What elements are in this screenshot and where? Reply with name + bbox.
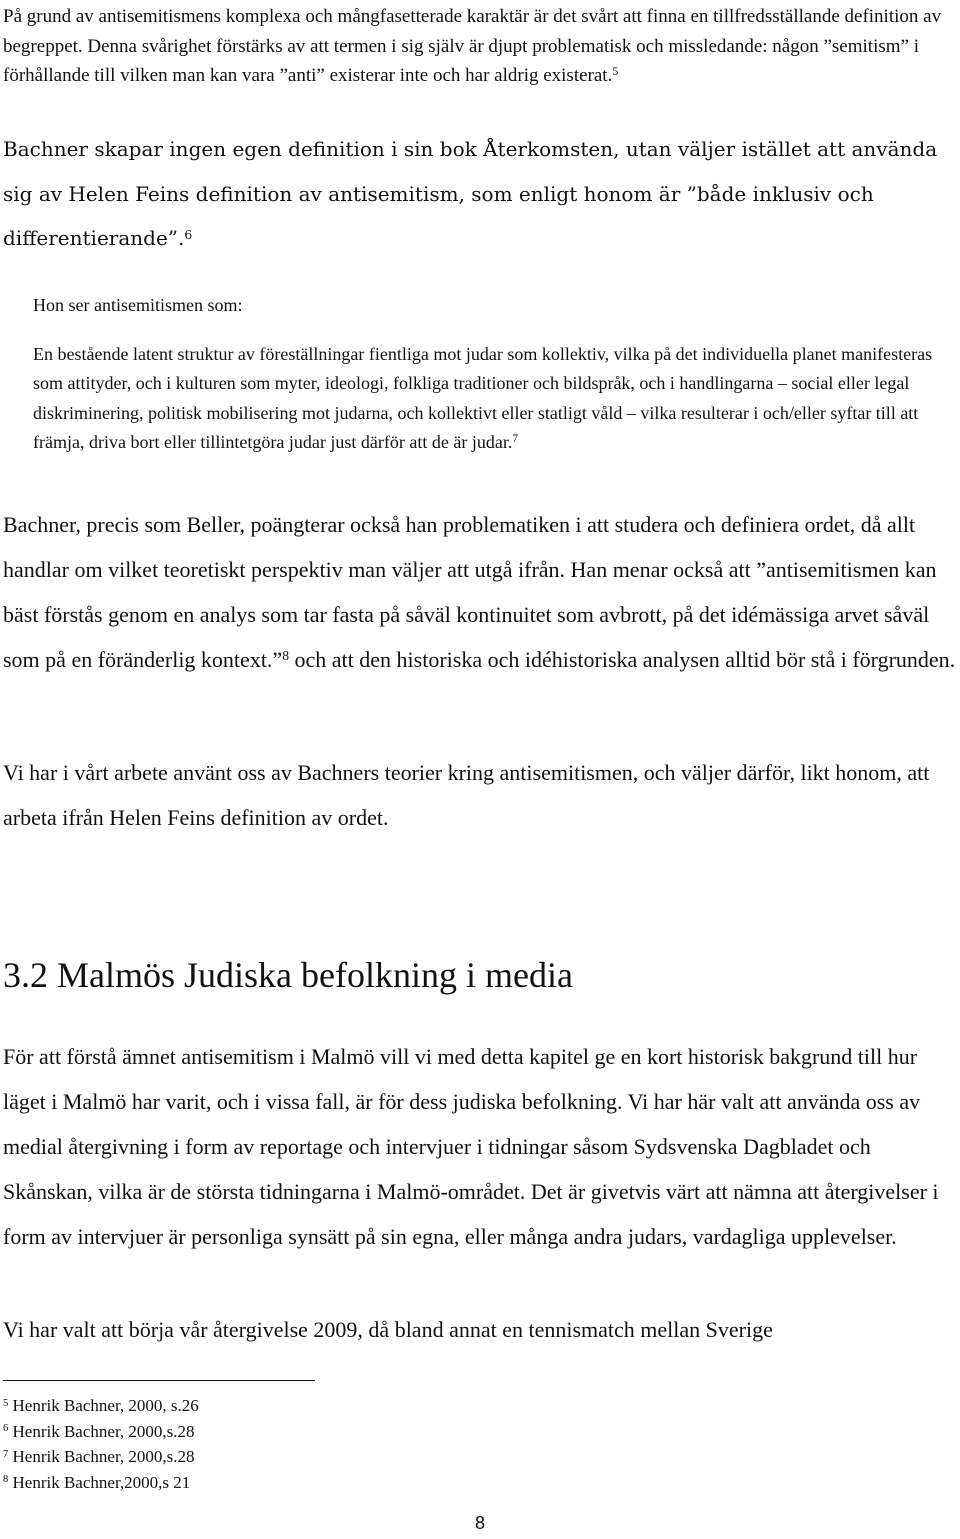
footnote-divider xyxy=(3,1380,315,1381)
quote-text: En bestående latent struktur av föreställningar fientliga mot judar som kollektiv, vilka på det individuella planet manifesteras som attityder, och i kulturen som myter, ideologi, folkliga traditioner och bildspråk, och i handlingarna – social eller legal diskriminering, politisk mobilisering mot judarna, och kollektivt eller statligt våld – vilka resulterar i och/eller syftar till att främja, driva bort eller tillintetgöra judar just därför att de är judar. xyxy=(33,344,933,452)
footnote-8: $^8$ Henrik Bachner,2000,s 21 xyxy=(3,1472,191,1492)
bachner-beller-text: Bachner, precis som Beller, poängterar också han problematiken i att studera och definiera ordet, då allt handlar om vilket teoretiskt perspektiv man väljer att utgå ifrån. Han menar också att ”antisemitismen kan bäst förstås genom en analys som tar fasta på såväl kontinuitet som avbrott, på det idémässiga arvet såväl som på en föränderlig kontext.” xyxy=(3,512,937,672)
footnote-ref-5: 5 xyxy=(612,65,619,79)
bachner-definition-paragraph xyxy=(3,127,958,261)
section-heading: 3.2 Malmös Judiska befolkning i media xyxy=(3,955,573,995)
footnote-ref-8: 8 xyxy=(282,648,290,664)
quote-intro: Hon ser antisemitismen som: xyxy=(33,295,243,315)
intro-text: På grund av antisemitismens komplexa och mångfasetterade karaktär är det svårt att finna en tillfredsställande definition av begreppet. Denna svårighet förstärks av att termen i sig själv är djupt problematisk och missledande: någon ”semitism” i förhållande till vilken man kan vara ”anti” existerar inte och har aldrig existerat. xyxy=(3,6,942,86)
footnote-7: $^7$ Henrik Bachner, 2000,s.28 xyxy=(3,1447,195,1466)
footnote-5: $^5$ Henrik Bachner, 2000, s.26 xyxy=(3,1396,199,1415)
footnote-6: $^6$ Henrik Bachner, 2000,s.28 xyxy=(3,1421,195,1441)
intro-paragraph xyxy=(3,2,958,91)
our-approach-paragraph: Vi har i vårt arbete använt oss av Bachners teorier kring antisemitismen, och väljer därför, likt honom, att arbeta ifrån Helen Feins definition av ordet. xyxy=(3,760,930,830)
section-paragraph-2: Vi har valt att börja vår återgivelse 2009, då bland annat en tennismatch mellan Sverige xyxy=(3,1317,773,1342)
bachner-beller-paragraph xyxy=(3,502,958,682)
bachner-definition-text: Bachner skapar ingen egen definition i sin bok Återkomsten, utan väljer istället att använda sig av Helen Feins definition av antisemitism, som enligt honom är ”både inklusiv och differentierande”. xyxy=(3,137,938,250)
bachner-beller-text-end: och att den historiska och idéhistoriska analysen alltid bör stå i förgrunden. xyxy=(289,647,956,672)
footnote-ref-6: 6 xyxy=(184,226,193,242)
section-paragraph-1: För att förstå ämnet antisemitism i Malmö vill vi med detta kapitel ge en kort historisk bakgrund till hur läget i Malmö har varit, och i vissa fall, är för dess judiska befolkning. Vi har här valt att använda oss av medial återgivning i form av reportage och intervjuer i tidningar såsom Sydsvenska Dagbladet och Skånskan, vilka är de största tidningarna i Malmö-området. Det är givetvis värt att nämna att återgivelser i form av intervjuer är personliga synsätt på sin egna, eller många andra judars, vardagliga upplevelser. xyxy=(3,1044,939,1249)
footnotes xyxy=(3,1393,958,1495)
fein-definition-quote xyxy=(33,340,933,457)
footnote-ref-7: 7 xyxy=(512,433,518,446)
page-number: 8 xyxy=(474,1513,485,1533)
